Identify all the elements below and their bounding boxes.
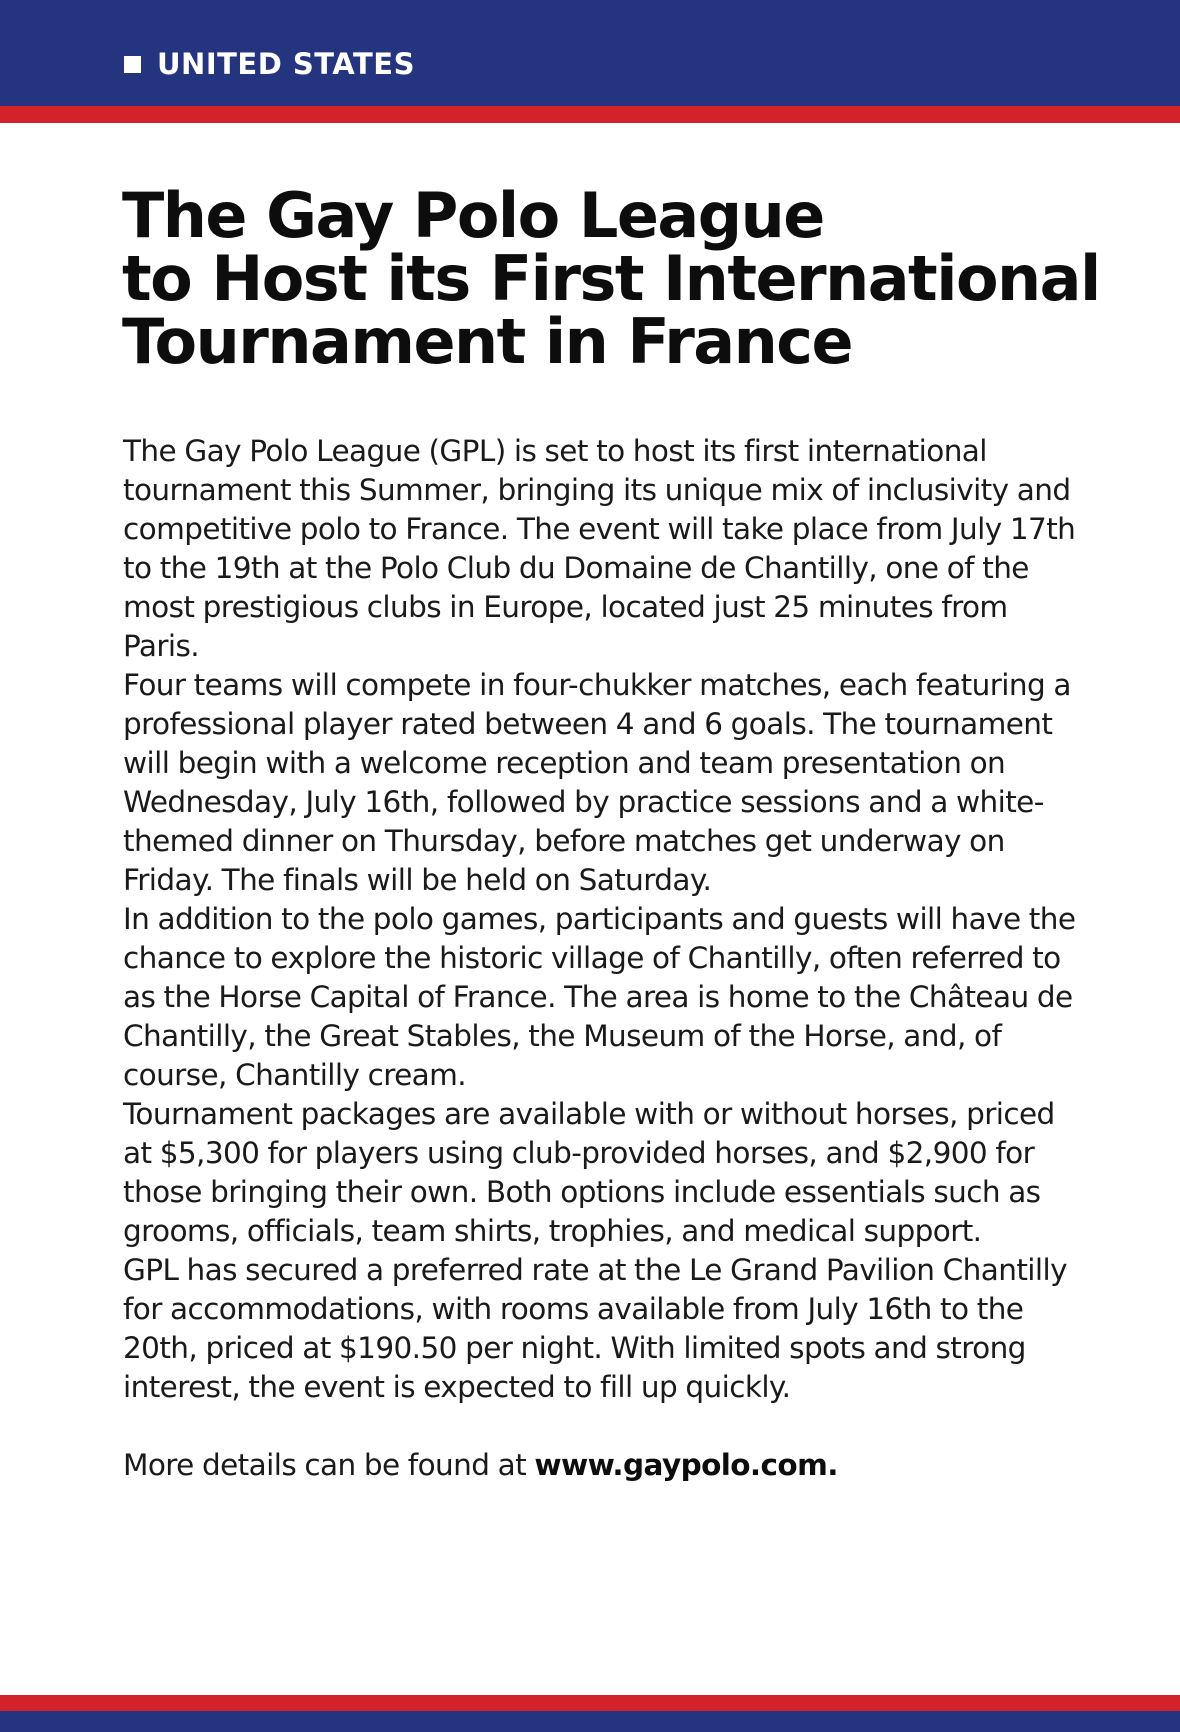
- article-title: [122, 179, 1122, 378]
- article-paragraph-5: GPL has secured a preferred rate at the Le Grand Pavilion Chantilly for accommodations, with rooms available from July 16th to the 20th, priced at $190.50 per night. With limited spots and strong interest, the event is expected to fill up quickly.: [123, 1253, 1067, 1404]
- more-info-text: More details can be found at: [123, 1448, 535, 1482]
- footer-band: [0, 1711, 1180, 1732]
- article-paragraph-4: Tournament packages are available with or without horses, priced at $5,300 for players using club-provided horses, and $2,900 for those bringing their own. Both options include essentials such as grooms, officials, team shirts, trophies, and medical support.: [123, 1097, 1055, 1248]
- article-title-line-1: The Gay Polo League: [122, 179, 824, 252]
- footer-red-stripe: [0, 1695, 1180, 1711]
- article-title-line-3: Tournament in France: [122, 305, 853, 378]
- article-title-line-2: to Host its First International: [122, 242, 1100, 315]
- article-paragraph-3: In addition to the polo games, participants and guests will have the chance to explore the historic village of Chantilly, often referred to as the Horse Capital of France. The area is home to the Château de Chantilly, the Great Stables, the Museum of the Horse, and, of course, Chantilly cream.: [123, 902, 1076, 1092]
- article-paragraph-1: The Gay Polo League (GPL) is set to host its first international tournament this Summer, bringing its unique mix of inclusivity and competitive polo to France. The event will take place from July 17th to the 19th at the Polo Club du Domaine de Chantilly, one of the most prestigious clubs in Europe, located just 25 minutes from Paris.: [123, 434, 1076, 663]
- header-red-stripe: [0, 106, 1180, 123]
- section-label-text: UNITED STATES: [157, 47, 415, 81]
- more-info-line: [123, 1446, 1083, 1485]
- square-bullet-icon: [124, 56, 141, 73]
- website-link[interactable]: www.gaypolo.com.: [534, 1448, 838, 1482]
- section-label: [124, 47, 415, 81]
- article-paragraph-2: Four teams will compete in four-chukker matches, each featuring a professional player rated between 4 and 6 goals. The tournament will begin with a welcome reception and team presentation on Wednesday, July 16th, followed by practice sessions and a white-themed dinner on Thursday, before matches get underway on Friday. The finals will be held on Saturday.: [123, 668, 1071, 897]
- article-body: [123, 432, 1083, 1485]
